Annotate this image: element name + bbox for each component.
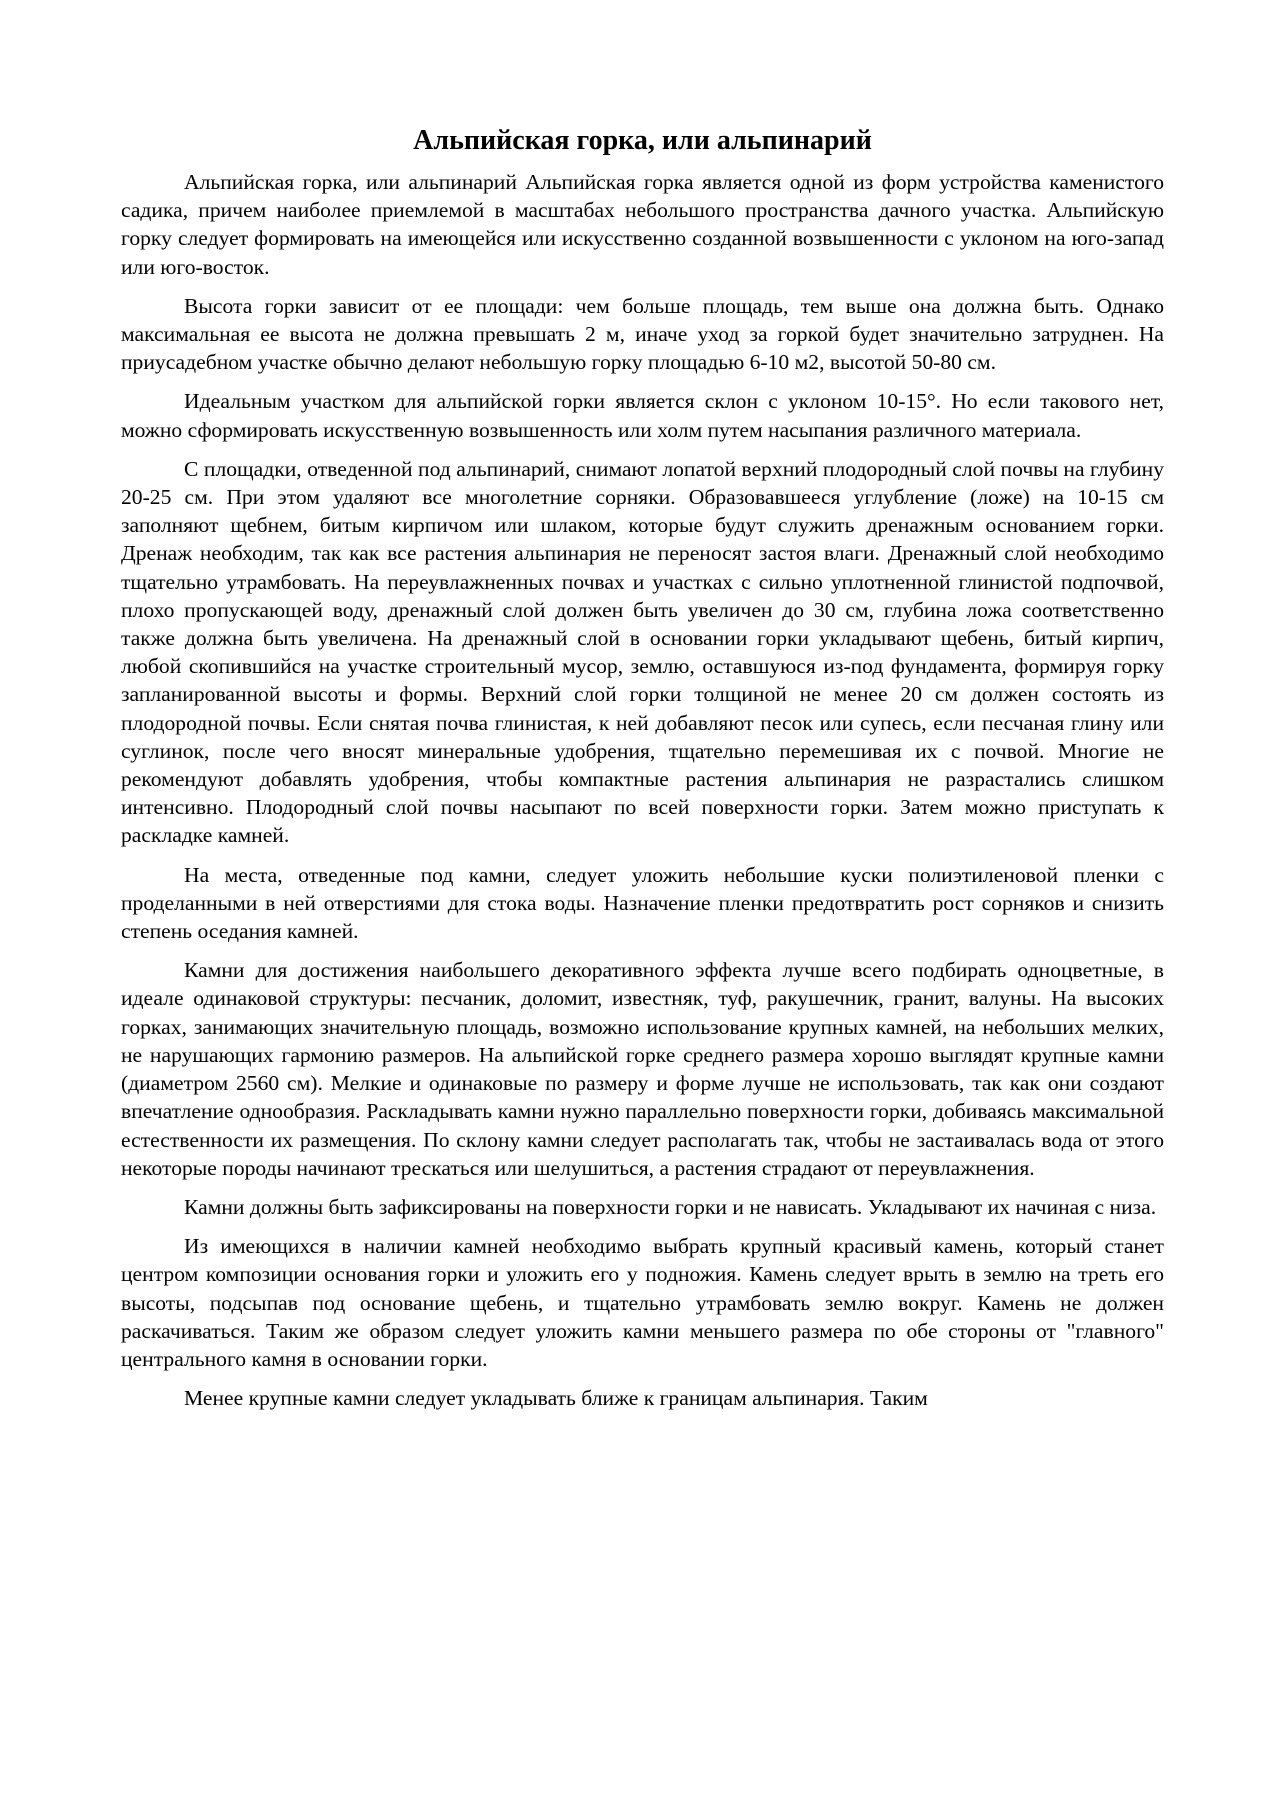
paragraph: Из имеющихся в наличии камней необходимо выбрать крупный красивый камень, который станет центром композиции основания горки и уложить его у подножия. Камень следует врыть в землю на треть его высоты, подсыпав под основание щебень, и тщательно утрамбовать землю вокруг. Камень не должен раскачиваться. Таким же образом следует уложить камни меньшего размера по обе стороны от "главного" центрального камня в основании горки. — [121, 1234, 1164, 1371]
document-title: Альпийская горка, или альпинарий — [413, 125, 872, 156]
paragraph: С площадки, отведенной под альпинарий, снимают лопатой верхний плодородный слой почвы на глубину 20-25 см. При этом удаляют все многолетние сорняки. Образовавшееся углубление (ложе) на 10-15 см заполняют щебнем, битым кирпичом или шлаком, которые будут служить дренажным основанием горки. Дренаж необходим, так как все растения альпинария не переносят застоя влаги. Дренажный слой необходимо тщательно утрамбовать. На переувлажненных почвах и участках с сильно уплотненной глинистой подпочвой, плохо пропускающей воду, дренажный слой должен быть увеличен до 30 см, глубина ложа соответственно также должна быть увеличена. На дренажный слой в основании горки укладывают щебень, битый кирпич, любой скопившийся на участке строительный мусор, землю, оставшуюся из-под фундамента, формируя горку запланированной высоты и формы. Верхний слой горки толщиной не менее 20 см должен состоять из плодородной почвы. Если снятая почва глинистая, к ней добавляют песок или супесь, если песчаная глину или суглинок, после чего вносят минеральные удобрения, тщательно перемешивая их с почвой. Многие не рекомендуют добавлять удобрения, чтобы компактные растения альпинария не разрастались слишком интенсивно. Плодородный слой почвы насыпают по всей поверхности горки. Затем можно приступать к раскладке камней. — [121, 456, 1164, 848]
document-page — [121, 122, 1164, 1423]
paragraph: Альпийская горка, или альпинарий Альпийская горка является одной из форм устройства каменистого садика, причем наиболее приемлемой в масштабах небольшого пространства дачного участка. Альпийскую горку следует формировать на имеющейся или искусственно созданной возвышенности с уклоном на юго-запад или юго-восток. — [121, 170, 1164, 279]
paragraph: Идеальным участком для альпийской горки является склон с уклоном 10-15°. Но если такового нет, можно сформировать искусственную возвышенность или холм путем насыпания различного материала. — [121, 389, 1164, 442]
paragraph: Высота горки зависит от ее площади: чем больше площадь, тем выше она должна быть. Однако максимальная ее высота не должна превышать 2 м, иначе уход за горкой будет значительно затруднен. На приусадебном участке обычно делают небольшую горку площадью 6-10 м2, высотой 50-80 см. — [121, 293, 1164, 375]
paragraph: Менее крупные камни следует укладывать ближе к границам альпинария. Таким — [184, 1386, 928, 1411]
paragraph: На места, отведенные под камни, следует уложить небольшие куски полиэтиленовой пленки с проделанными в ней отверстиями для стока воды. Назначение пленки предотвратить рост сорняков и снизить степень оседания камней. — [121, 862, 1164, 944]
paragraph: Камни для достижения наибольшего декоративного эффекта лучше всего подбирать одноцветные, в идеале одинаковой структуры: песчаник, доломит, известняк, туф, ракушечник, гранит, валуны. На высоких горках, занимающих значительную площадь, возможно использование крупных камней, на небольших мелких, не нарушающих гармонию размеров. На альпийской горке среднего размера хорошо выглядят крупные камни (диаметром 2560 см). Мелкие и одинаковые по размеру и форме лучше не использовать, так как они создают впечатление однообразия. Раскладывать камни нужно параллельно поверхности горки, добиваясь максимальной естественности их размещения. По склону камни следует располагать так, чтобы не застаивалась вода от этого некоторые породы начинают трескаться или шелушиться, а растения страдают от переувлажнения. — [121, 958, 1164, 1180]
paragraph: Камни должны быть зафиксированы на поверхности горки и не нависать. Укладывают их начиная с низа. — [184, 1194, 1157, 1219]
